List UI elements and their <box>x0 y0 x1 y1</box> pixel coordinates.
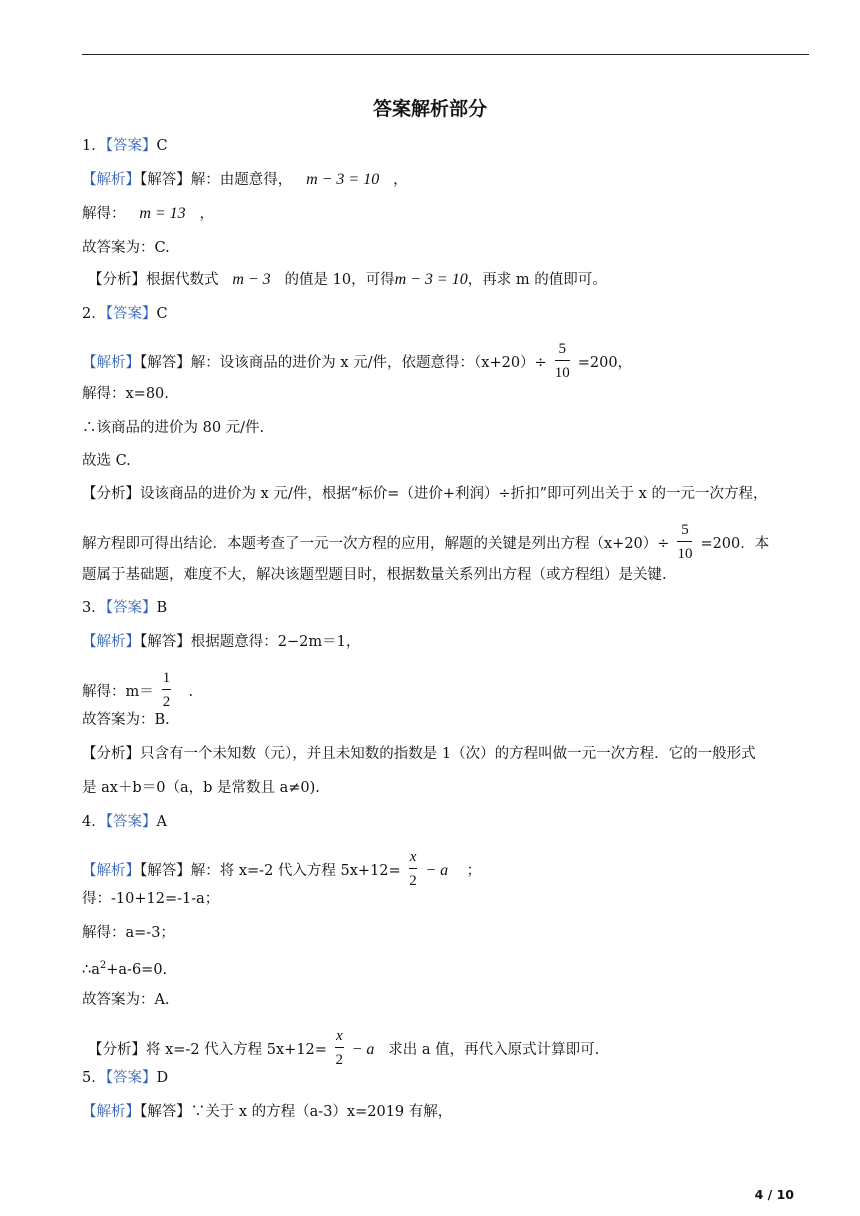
q2-analysis-line1: 【分析】设该商品的进价为 x 元/件，根据“标价=（进价+利润）÷折扣”即可列出关于 x 的一元一次方程， <box>82 486 768 502</box>
fraction: $\frac{x}{2}$ <box>409 849 417 889</box>
q3-analysis-line1: 【分析】只含有一个未知数（元），并且未知数的指数是 1（次）的方程叫做一元一次方程．它的一般形式 <box>82 746 756 762</box>
q1-answer-line <box>82 136 168 156</box>
q2-answer-line: 2．【答案】C <box>82 306 168 322</box>
q1-text: 解：由题意得， <box>190 172 293 188</box>
q4-conclusion: 故答案为：A. <box>82 992 170 1008</box>
q4-solution-line3: 解得：a=-3； <box>82 925 175 941</box>
q4-solution-line4: $\therefore a^2+a-6=0$. <box>82 960 168 978</box>
q5-solution-line1: 【解析】【解答】∵关于 x 的方程（a-3）x=2019 有解， <box>82 1104 453 1120</box>
page-title: 答案解析部分 <box>372 98 487 120</box>
answer-tag: 【答案】 <box>105 138 157 154</box>
q2-solution-line1: 【解析】【解答】解：设该商品的进价为 x 元/件，依题意得：（x+20）÷ $\frac{5}{10}$ =200， <box>82 341 633 381</box>
header-rule <box>82 54 809 55</box>
q1-solution-line2: 解得： m = 13 ， <box>82 205 215 222</box>
analysis-tag: 【解析】 <box>82 172 140 188</box>
q2-solution-line2: 解得：x=80. <box>82 386 169 402</box>
fraction: $\frac{5}{10}$ <box>554 341 570 381</box>
q5-answer: D <box>156 1070 169 1086</box>
q3-solution-line2: 解得：m＝ $\frac{1}{2}$ . <box>82 670 194 710</box>
solve-tag: 【解答】 <box>140 172 191 188</box>
q4-solution-line1: 【解析】【解答】解：将 x=-2 代入方程 5x+12= $\frac{x}{2}$ − a ； <box>82 849 482 889</box>
page-number: 4 / 10 <box>754 1187 794 1202</box>
q3-solution-line1: 【解析】【解答】根据题意得：2−2m＝1， <box>82 634 361 650</box>
q4-answer: A <box>156 814 167 830</box>
q3-answer-line: 3．【答案】B <box>82 600 168 616</box>
q2-solution-line3: ∴该商品的进价为 80 元/件. <box>82 420 265 436</box>
q1-analysis: 【分析】根据代数式 m − 3 的值是 10，可得m − 3 = 10，再求 m 的值即可。 <box>88 271 607 288</box>
q2-analysis-line3: 题属于基础题，难度不大，解决该题型题目时，根据数量关系列出方程（或方程组）是关键. <box>82 567 667 583</box>
q2-answer: C <box>156 306 168 322</box>
q1-answer: C <box>156 138 168 154</box>
fraction: $\frac{x}{2}$ <box>335 1028 344 1068</box>
q1-solution-line1: 【解析】【解答】解：由题意得， m − 3 = 10 ， <box>82 171 408 188</box>
q1-result: m = 13 <box>139 205 186 222</box>
q4-answer-line: 4．【答案】A <box>82 814 167 830</box>
q1-equation: m − 3 = 10 <box>306 171 380 188</box>
fraction: $\frac{5}{10}$ <box>677 522 693 562</box>
q4-analysis: 【分析】将 x=-2 代入方程 5x+12= $\frac{x}{2}$ − a 求出 a 值，再代入原式计算即可. <box>88 1028 600 1068</box>
q1-conclusion: 故答案为：C. <box>82 240 170 256</box>
q5-answer-line: 5．【答案】D <box>82 1070 169 1086</box>
q3-analysis-line2: 是 ax＋b＝0（a，b 是常数且 a≠0). <box>82 780 320 796</box>
q2-conclusion: 故选 C. <box>82 453 131 469</box>
q3-answer: B <box>156 600 168 616</box>
q4-solution-line2: 得：-10+12=-1-a； <box>82 891 220 907</box>
q3-conclusion: 故答案为：B. <box>82 712 170 728</box>
q1-number: 1． <box>82 138 106 154</box>
fraction: $\frac{1}{2}$ <box>162 670 171 710</box>
q2-analysis-line2: 解方程即可得出结论．本题考查了一元一次方程的应用，解题的关键是列出方程（x+20）÷ $\frac{5}{10}$ =200．本 <box>82 522 770 562</box>
